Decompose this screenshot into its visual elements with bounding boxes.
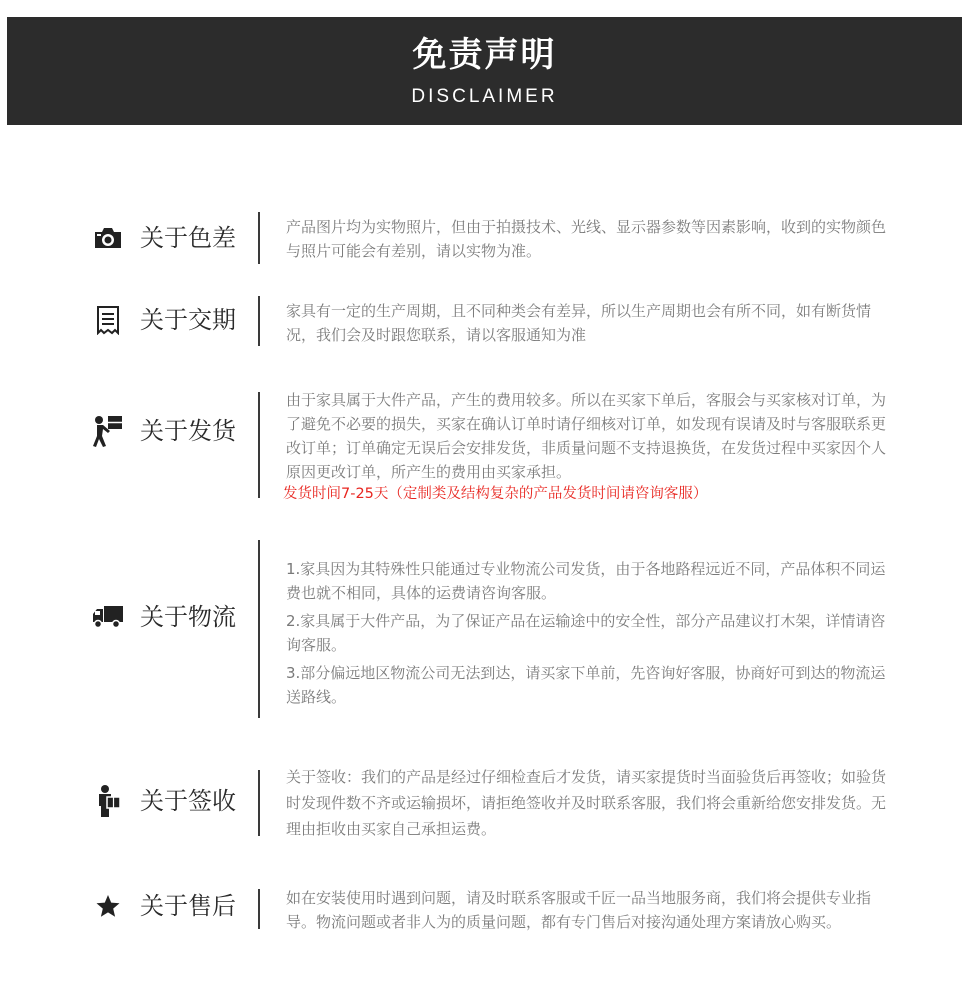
page-title: 免责声明 [412,35,557,75]
section-title: 关于发货 [140,417,236,445]
section-body [286,299,886,347]
truck-icon [88,597,128,637]
section-divider [258,296,260,346]
section-label [88,300,260,340]
section-title: 关于售后 [140,892,236,920]
section-divider [258,212,260,264]
section-label [88,411,260,451]
camera-icon [88,218,128,258]
section-paragraph: 家具有一定的生产周期，且不同种类会有差异，所以生产周期也会有所不同，如有断货情况，我们会及时跟您联系，请以客服通知为准 [286,302,872,344]
section-paragraph: 如在安装使用时遇到问题，请及时联系客服或千匠一品当地服务商，我们将会提供专业指导。物流问题或者非人为的质量问题，都有专门售后对接沟通处理方案请放心购买。 [286,889,872,931]
section-paragraph: 3.部分偏远地区物流公司无法到达，请买家下单前，先咨询好客服，协商好可到达的物流运送路线。 [286,664,886,706]
section-title: 关于签收 [140,787,236,815]
section-paragraph: 2.家具属于大件产品，为了保证产品在运输途中的安全性，部分产品建议打木架，详情请咨询客服。 [286,612,886,654]
receipt-icon [88,300,128,340]
section-paragraph: 产品图片均为实物照片，但由于拍摄技术、光线、显示器参数等因素影响，收到的实物颜色与照片可能会有差别，请以实物为准。 [286,218,887,260]
section-body [286,557,886,709]
section-paragraph: 关于签收：我们的产品是经过仔细检查后才发货，请买家提货时当面验货后再签收；如验货时发现件数不齐或运输损坏，请拒绝签收并及时联系客服，我们将会重新给您安排发货。无理由拒收由买家自己承担运费。 [286,768,887,838]
section-divider [258,889,260,929]
delivery-person-icon [88,411,128,451]
section-divider [258,770,260,836]
section-divider [258,540,260,718]
section-divider [258,392,260,498]
section-title: 关于物流 [140,603,236,631]
section-title: 关于色差 [140,224,236,252]
courier-package-icon [88,781,128,821]
section-label [88,781,260,821]
star-icon [88,886,128,926]
section-label [88,886,260,926]
section-label [88,218,260,258]
header-banner [7,17,962,125]
page-subtitle: DISCLAIMER [411,86,558,107]
section-title: 关于交期 [140,306,236,334]
section-body [286,886,886,934]
section-body [286,215,886,263]
section-paragraph: 1.家具因为其特殊性只能通过专业物流公司发货，由于各地路程远近不同，产品体积不同运费也就不相同，具体的运费请咨询客服。 [286,560,886,602]
section-paragraph: 由于家具属于大件产品，产生的费用较多。所以在买家下单后，客服会与买家核对订单，为了避免不必要的损失，买家在确认订单时请仔细核对订单，如发现有误请及时与客服联系更改订单；订单确定无误后会安排发货，非质量问题不支持退换货，在发货过程中买家因个人原因更改订单，所产生的费用由买家承担。 [286,391,887,481]
section-body [286,764,886,842]
section-body [283,388,887,504]
section-label [88,597,260,637]
shipping-time-note: 发货时间7-25天（定制类及结构复杂的产品发货时间请咨询客服） [283,486,708,502]
